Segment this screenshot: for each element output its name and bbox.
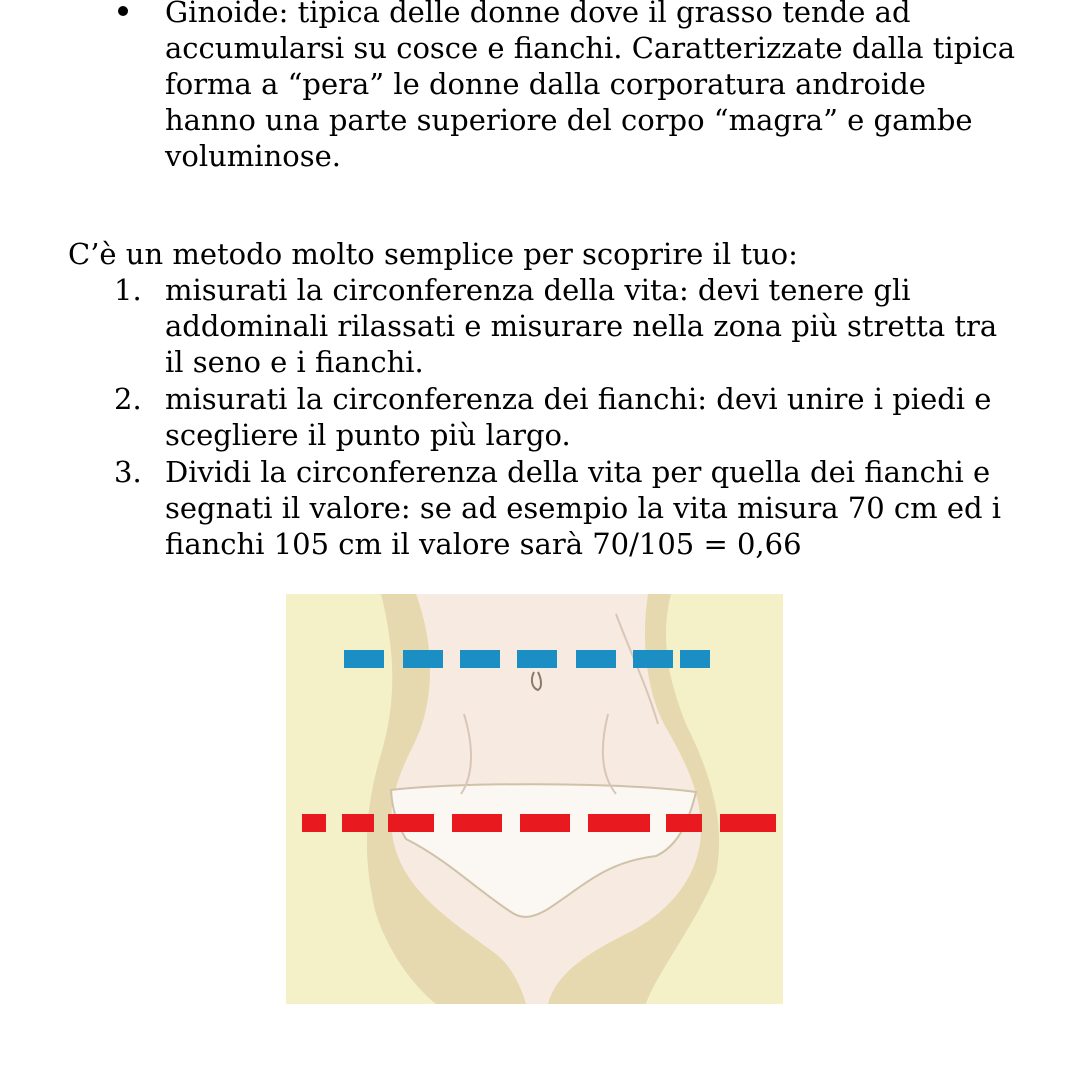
step-item-waist: misurati la circonferenza della vita: devi tenere gli addominali rilassati e misurare nella zona più stretta tra il seno e i fianchi. <box>165 273 998 379</box>
bullet-item-ginoide: Ginoide: tipica delle donne dove il grasso tende ad accumularsi su cosce e fianchi. Caratterizzate dalla tipica forma a “pera” le donne dalla corporatura androide hanno una parte superiore del corpo “magra” e gambe voluminose. <box>165 0 1016 173</box>
step-item-hips: misurati la circonferenza dei fianchi: devi unire i piedi e scegliere il punto più largo. <box>165 382 992 452</box>
step-item-ratio: Dividi la circonferenza della vita per quella dei fianchi e segnati il valore: se ad esempio la vita misura 70 cm ed i fianchi 105 cm il valore sarà 70/105 = 0,66 <box>165 455 1002 561</box>
step-number: 1. <box>114 273 142 307</box>
step-number: 3. <box>114 455 142 489</box>
step-number: 2. <box>114 382 142 416</box>
torso-drawing <box>286 594 783 1004</box>
intro-paragraph: C’è un metodo molto semplice per scoprire il tuo: <box>68 237 798 271</box>
waist-hip-measurement-illustration <box>286 594 783 1004</box>
bullet-dot-icon <box>118 6 128 16</box>
